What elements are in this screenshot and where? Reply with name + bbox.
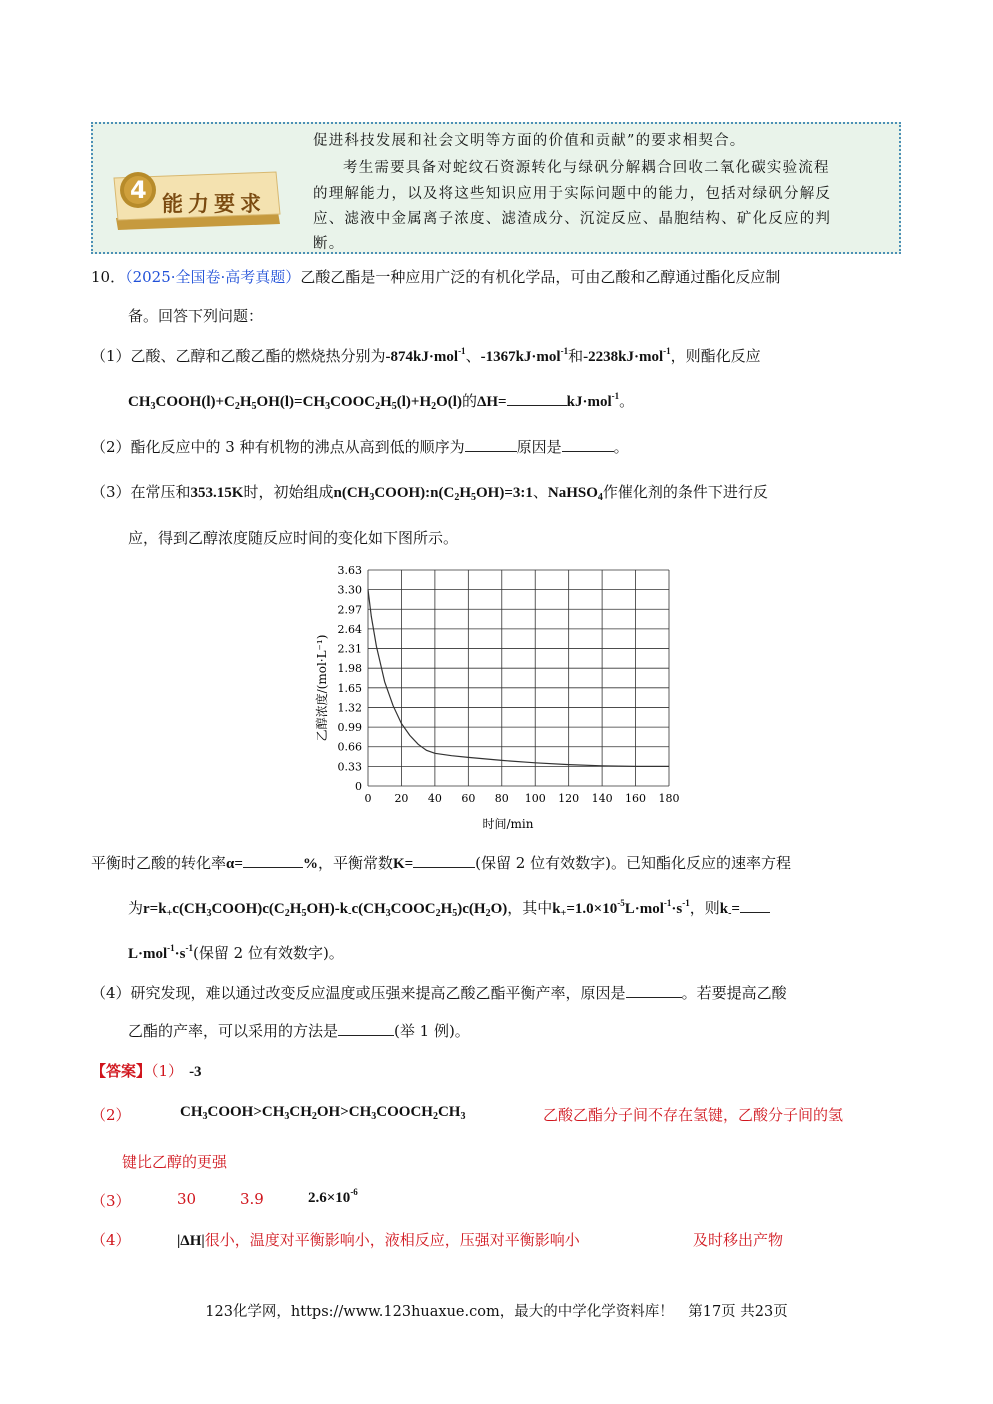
chart-x-tick-label: 160	[625, 792, 647, 805]
chart-x-tick-label: 40	[427, 792, 442, 805]
question-intro-line-1	[91, 266, 780, 287]
answer-4-reason: |ΔH|很小，温度对平衡影响小，液相反应，压强对平衡影响小	[177, 1231, 580, 1249]
chart-y-tick-label: 2.64	[337, 622, 362, 636]
part-3-line-4: 为$r=k_+c(CH_3COOH)c(C_2H_5OH)-k_-c(CH_3COOC_2H_5)c(H_2O)$，其中$k_+=1.0\times 10^{-5}L\cdot mol^{-1}\cdot s^{-1}$，则$k_-=$	[128, 897, 770, 918]
part-3-line-5: $L\cdot mol^{-1}\cdot s^{-1}$(保留 2 位有效数字)。	[128, 943, 344, 962]
answer-3-constant: 3.9	[240, 1190, 264, 1208]
chart-y-tick-label: 1.32	[337, 701, 362, 715]
chart-y-tick-label: 2.97	[337, 603, 362, 617]
chart-y-tick-label: 3.63	[337, 564, 362, 577]
page-footer: 123化学网，https://www.123huaxue.com，最大的中学化学资料库！ 第17页 共23页	[205, 1304, 788, 1320]
k-minus-label: $k_-=$	[719, 901, 740, 919]
ability-line-2: 的理解能力，以及将这些知识应用于实际问题中的能力，包括对绿矾分解反	[313, 186, 832, 202]
chart-y-axis-label: 乙醇浓度/(mol·L⁻¹)	[315, 634, 329, 742]
equilibrium-constant-blank[interactable]	[413, 853, 475, 868]
chart-x-tick-label: 20	[394, 792, 409, 805]
answer-3-rate-constant: $2.6\times 10^{-6}$	[308, 1187, 358, 1206]
part-4-line-2: 乙酯的产率，可以采用的方法是 (举 1 例)。	[128, 1022, 470, 1040]
answer-4-method: 及时移出产物	[693, 1231, 784, 1249]
part-3-line-3: 平衡时乙酸的转化率α= %，平衡常数K= (保留 2 位有效数字)。已知酯化反应的速率方程	[91, 854, 791, 872]
heat-acetic-acid: -874kJ·mol$^{-1}$	[385, 346, 466, 365]
chart-x-tick-label: 80	[494, 792, 509, 805]
ability-line-3: 应、滤液中金属离子浓度、滤渣成分、沉淀反应、晶胞结构、矿化反应的判	[313, 211, 832, 227]
temperature-value: 353.15K	[190, 485, 244, 501]
chart-x-axis-label: 时间/min	[482, 817, 534, 831]
answer-4-number: （4）	[91, 1231, 131, 1249]
answer-3-conversion: 30	[177, 1190, 197, 1208]
chart-y-tick-label: 0.66	[337, 740, 362, 754]
rate-equation: $r=k_+c(CH_3COOH)c(C_2H_5OH)-k_-c(CH_3COOC_2H_5)c(H_2O)$	[143, 901, 508, 919]
answer-label: 【答案】	[91, 1064, 152, 1080]
reason-blank[interactable]	[562, 437, 614, 452]
answer-2-order: $CH_3COOH>CH_3CH_2OH>CH_3COOCH_2CH_3$	[180, 1104, 466, 1122]
answer-1-value: -3	[189, 1064, 202, 1080]
alpha-label: α=	[226, 856, 243, 872]
chart-y-tick-label: 1.65	[337, 681, 362, 695]
conversion-blank[interactable]	[243, 853, 303, 868]
k-minus-unit: $L\cdot mol^{-1}\cdot s^{-1}$	[128, 943, 194, 962]
chart-x-tick-label: 120	[558, 792, 580, 805]
badge-number: 4	[130, 176, 147, 204]
ability-line-4: 断。	[313, 236, 345, 252]
chart-y-tick-label: 0.33	[337, 760, 362, 774]
part-2-line: （2）酯化反应中的 3 种有机物的沸点从高到低的顺序为 原因是 。	[91, 438, 629, 456]
part-3-line-1: （3）在常压和353.15K时，初始组成$n(CH_3COOH):n(C_2H_5OH)=3:1$、NaHSO$_4$作催化剂的条件下进行反	[91, 483, 768, 503]
badge-label: 能力要求	[162, 191, 266, 216]
part-1-line-2: $CH_3COOH(l)+C_2H_5OH(l)=CH_3COOC_2H_5(l)+H_2O(l)$的ΔH= kJ·mol$^{-1}$。	[128, 391, 635, 412]
ability-line-0: 促进科技发展和社会文明等方面的价值和贡献”的要求相契合。	[313, 133, 746, 149]
chart-x-tick-label: 140	[591, 792, 613, 805]
question-intro-text: 乙酸乙酯是一种应用广泛的有机化学品，可由乙酸和乙醇通过酯化反应制	[300, 268, 781, 286]
delta-h-label: ΔH=	[476, 394, 507, 410]
initial-composition: $n(CH_3COOH):n(C_2H_5OH)=3:1$	[333, 485, 533, 503]
chart-x-tick-label: 180	[658, 792, 680, 805]
ability-line-1: 考生需要具备对蛇纹石资源转化与绿矾分解耦合回收二氧化碳实验流程	[343, 160, 830, 176]
chart-x-tick-label: 0	[364, 792, 372, 805]
question-intro-line-2: 备。回答下列问题：	[128, 307, 264, 325]
chart-y-tick-label: 2.31	[337, 642, 362, 656]
chart-y-tick-label: 0.99	[337, 721, 362, 735]
esterification-equation: $CH_3COOH(l)+C_2H_5OH(l)=CH_3COOC_2H_5(l)+H_2O(l)$	[128, 394, 462, 412]
boiling-order-blank[interactable]	[465, 437, 517, 452]
catalyst-formula: NaHSO$_4$	[547, 485, 603, 503]
answer-line-1: 【答案】（1） -3	[91, 1062, 202, 1080]
k-plus-value: $k_+=1.0\times 10^{-5}L\cdot mol^{-1}\cdot s^{-1}$	[552, 898, 690, 919]
delta-h-unit: kJ·mol$^{-1}$	[566, 391, 620, 410]
chart-series-line	[368, 590, 669, 767]
part-1-line-1: （1）乙酸、乙醇和乙酸乙酯的燃烧热分别为-874kJ·mol$^{-1}$、-1367kJ·mol$^{-1}$和-2238kJ·mol$^{-1}$，则酯化反应	[91, 346, 761, 365]
method-blank[interactable]	[338, 1021, 394, 1036]
question-number: 10．	[91, 268, 126, 286]
chart-y-tick-label: 0	[355, 780, 362, 793]
ability-badge	[112, 168, 282, 230]
yield-reason-blank[interactable]	[626, 983, 682, 998]
k-minus-blank[interactable]	[740, 898, 770, 913]
delta-h-blank[interactable]	[507, 391, 567, 406]
chart-y-tick-label: 1.98	[337, 662, 362, 676]
ethanol-concentration-chart	[300, 560, 700, 840]
part-3-line-2: 应，得到乙醇浓度随反应时间的变化如下图所示。	[128, 529, 459, 547]
answer-3-number: （3）	[91, 1192, 131, 1210]
heat-ethanol: -1367kJ·mol$^{-1}$	[480, 346, 569, 365]
answer-2-reason-1: 乙酸乙酯分子间不存在氢键，乙酸分子间的氢	[543, 1106, 844, 1124]
chart-x-tick-label: 100	[524, 792, 546, 805]
k-label: K=	[392, 856, 414, 872]
answer-2-reason-2: 键比乙醇的更强	[122, 1153, 228, 1171]
heat-ethyl-acetate: -2238kJ·mol$^{-1}$	[583, 346, 671, 365]
chart-y-tick-label: 3.30	[337, 583, 362, 597]
question-source: （2025·全国卷·高考真题）	[125, 268, 301, 286]
part-4-line-1: （4）研究发现，难以通过改变反应温度或压强来提高乙酸乙酯平衡产率，原因是 。若要提高乙酸	[91, 984, 787, 1002]
chart-x-tick-label: 60	[461, 792, 476, 805]
answer-2-number: （2）	[91, 1106, 131, 1124]
